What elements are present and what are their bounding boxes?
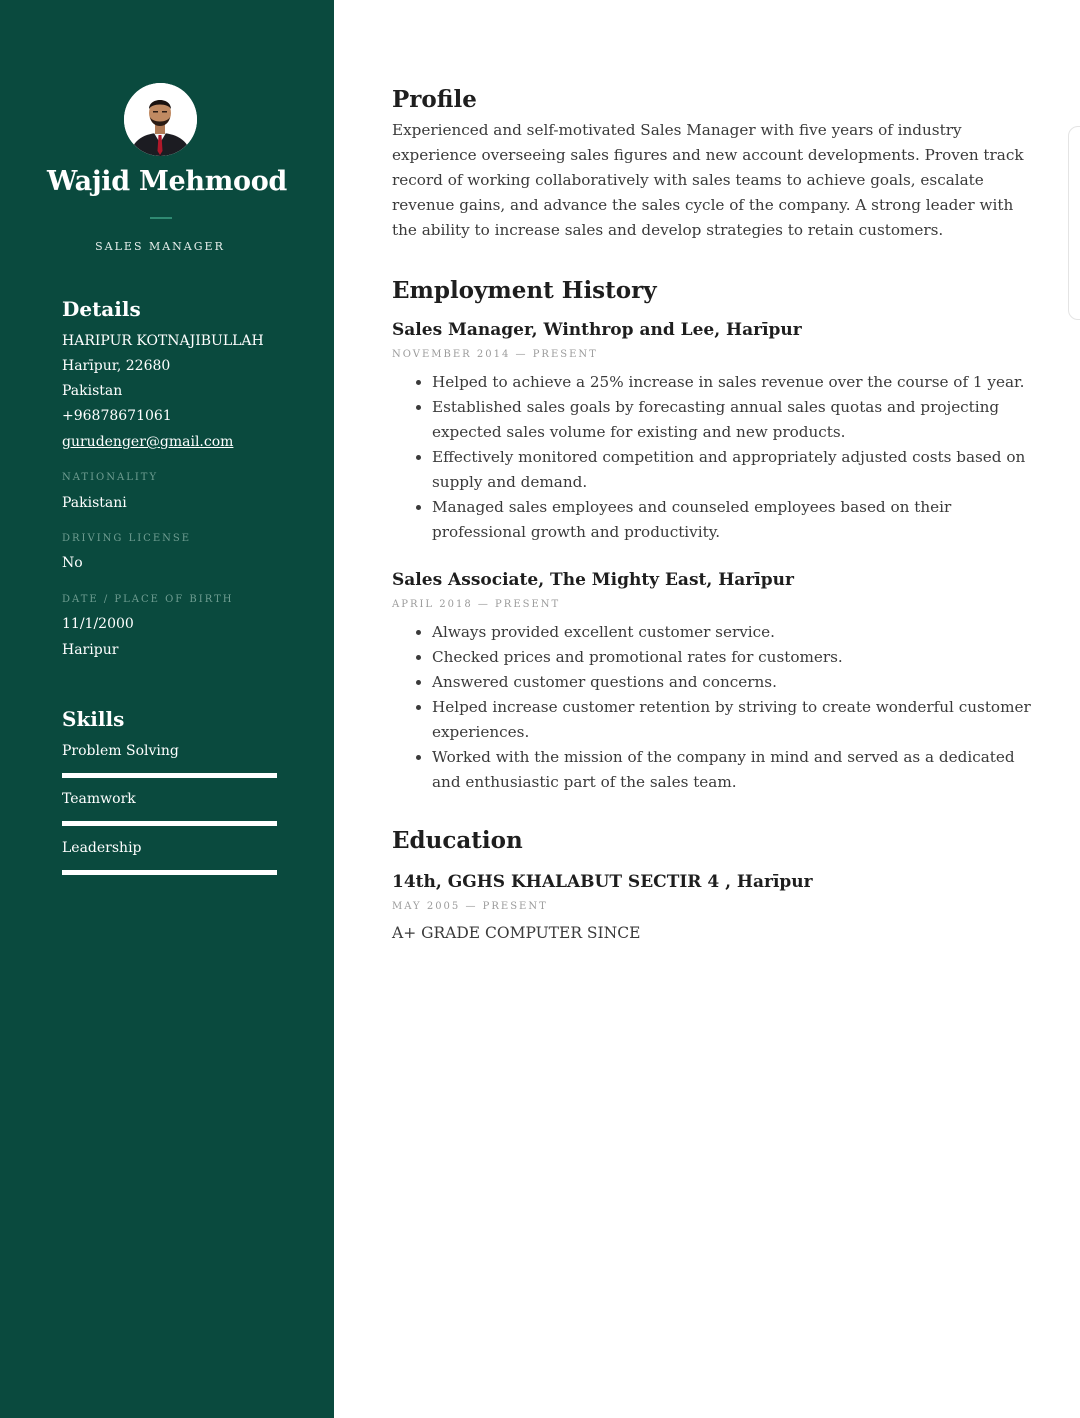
email-link[interactable]: gurudenger@gmail.com bbox=[62, 434, 234, 450]
list-item: • Answered customer questions and concerns. bbox=[432, 670, 1044, 695]
address-line2: Harīpur, 22680 bbox=[62, 358, 171, 374]
list-item: • Managed sales employees and counseled employees based on their professional growth and productivity. bbox=[432, 495, 1044, 545]
country: Pakistan bbox=[62, 383, 123, 399]
person-name: Wajid Mehmood bbox=[46, 166, 288, 197]
name-divider bbox=[150, 217, 172, 219]
job-dates: APRIL 2018 — PRESENT bbox=[392, 599, 561, 610]
education-heading: Education bbox=[392, 827, 523, 854]
job-dates: NOVEMBER 2014 — PRESENT bbox=[392, 349, 598, 360]
side-panel-handle[interactable] bbox=[1068, 126, 1080, 320]
skill-level-bar bbox=[62, 870, 277, 875]
education-school: 14th, GGHS KHALABUT SECTIR 4 , Harīpur bbox=[392, 872, 813, 892]
skill-level-bar bbox=[62, 773, 277, 778]
profile-text: Experienced and self-motivated Sales Manager with five years of industry experience overseeing sales figures and new account developments. Proven track record of working collaboratively with sales teams to achieve goals, escalate revenue gains, and advance the sales cycle of the company. A strong leader with the ability to increase sales and develop strategies to retain customers. bbox=[392, 121, 1024, 239]
nationality-value: Pakistani bbox=[62, 495, 127, 511]
sidebar bbox=[0, 0, 334, 1418]
list-item: • Checked prices and promotional rates for customers. bbox=[432, 645, 1044, 670]
skill-name: Problem Solving bbox=[62, 743, 179, 759]
avatar bbox=[124, 83, 197, 156]
list-item: • Helped to achieve a 25% increase in sales revenue over the course of 1 year. bbox=[432, 370, 1044, 395]
license-value: No bbox=[62, 555, 83, 571]
profile-photo bbox=[124, 83, 197, 156]
birth-place: Haripur bbox=[62, 642, 119, 658]
job-bullets bbox=[412, 370, 1044, 545]
list-item: • Effectively monitored competition and appropriately adjusted costs based on supply and demand. bbox=[432, 445, 1044, 495]
skill-level-bar bbox=[62, 821, 277, 826]
nationality-label: NATIONALITY bbox=[62, 472, 159, 483]
job-title: Sales Manager, Winthrop and Lee, Harīpur bbox=[392, 320, 802, 340]
skill-name: Teamwork bbox=[62, 791, 136, 807]
list-item: • Established sales goals by forecasting annual sales quotas and projecting expected sales volume for existing and new products. bbox=[432, 395, 1044, 445]
skills-heading: Skills bbox=[62, 707, 125, 731]
profile-heading: Profile bbox=[392, 86, 477, 113]
job-bullets bbox=[412, 620, 1044, 795]
job-title: Sales Associate, The Mighty East, Harīpur bbox=[392, 570, 794, 590]
employment-heading: Employment History bbox=[392, 277, 657, 304]
list-item: • Worked with the mission of the company in mind and served as a dedicated and enthusiastic part of the sales team. bbox=[432, 745, 1044, 795]
license-label: DRIVING LICENSE bbox=[62, 533, 192, 544]
education-description: A+ GRADE COMPUTER SINCE bbox=[392, 924, 641, 942]
birth-label: DATE / PLACE OF BIRTH bbox=[62, 594, 234, 605]
list-item: • Helped increase customer retention by striving to create wonderful customer experiences. bbox=[432, 695, 1044, 745]
education-dates: MAY 2005 — PRESENT bbox=[392, 901, 548, 912]
birth-date: 11/1/2000 bbox=[62, 616, 134, 632]
list-item: • Always provided excellent customer service. bbox=[432, 620, 1044, 645]
skill-name: Leadership bbox=[62, 840, 142, 856]
person-title: SALES MANAGER bbox=[95, 240, 225, 253]
details-heading: Details bbox=[62, 297, 141, 321]
address-line1: HARIPUR KOTNAJIBULLAH bbox=[62, 333, 264, 349]
phone: +96878671061 bbox=[62, 408, 172, 424]
